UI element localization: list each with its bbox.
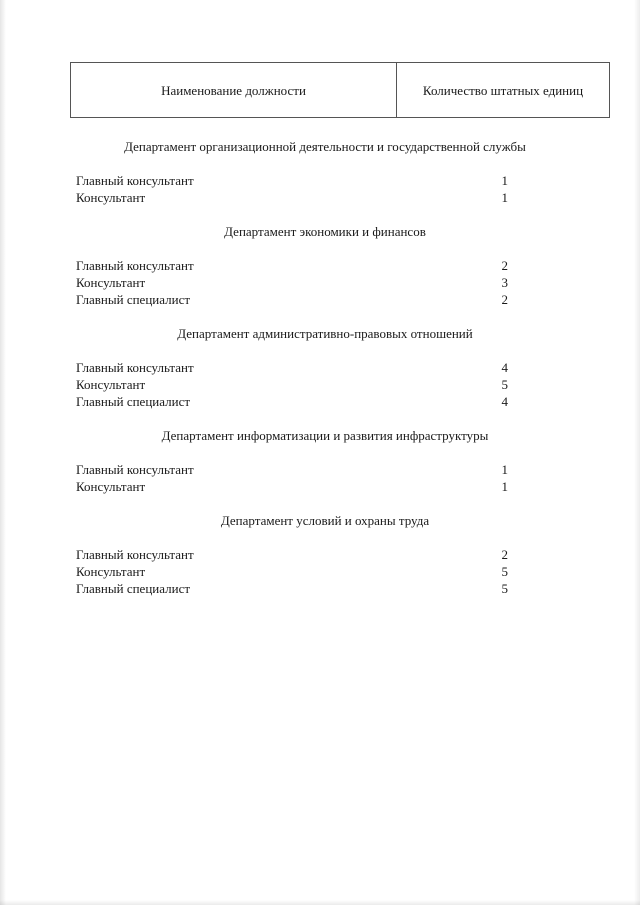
department-section bbox=[76, 512, 508, 597]
position-count: 1 bbox=[501, 462, 508, 477]
position-name: Консультант bbox=[76, 377, 146, 392]
position-name: Главный консультант bbox=[76, 360, 194, 375]
department-title: Департамент административно-правовых отношений bbox=[177, 326, 473, 341]
staff-row bbox=[76, 291, 508, 308]
position-name: Консультант bbox=[76, 275, 146, 290]
staff-row bbox=[76, 546, 508, 563]
position-name: Главный консультант bbox=[76, 462, 194, 477]
department-title: Департамент информатизации и развития инфраструктуры bbox=[161, 428, 489, 443]
position-name: Консультант bbox=[76, 564, 146, 579]
position-name: Главный консультант bbox=[76, 547, 194, 562]
position-count: 2 bbox=[501, 292, 508, 307]
position-count: 3 bbox=[501, 275, 508, 290]
department-section bbox=[76, 427, 508, 495]
staff-row bbox=[76, 461, 508, 478]
department-title: Департамент экономики и финансов bbox=[224, 224, 426, 239]
staff-row bbox=[76, 274, 508, 291]
header-count-column: Количество штатных единиц bbox=[422, 82, 584, 98]
staff-list bbox=[76, 138, 526, 614]
position-count: 5 bbox=[501, 581, 508, 596]
position-name: Главный специалист bbox=[76, 394, 191, 409]
position-count: 2 bbox=[501, 258, 508, 273]
position-count: 4 bbox=[501, 394, 508, 409]
staff-row bbox=[76, 257, 508, 274]
staff-row bbox=[76, 563, 508, 580]
header-position-column: Наименование должности bbox=[71, 63, 397, 117]
department-title: Департамент организационной деятельности и государственной службы bbox=[124, 139, 526, 154]
staff-row bbox=[76, 189, 508, 206]
staff-row bbox=[76, 393, 508, 410]
position-name: Консультант bbox=[76, 190, 146, 205]
staff-row bbox=[76, 359, 508, 376]
position-count: 4 bbox=[501, 360, 508, 375]
position-count: 1 bbox=[501, 479, 508, 494]
staff-row bbox=[76, 376, 508, 393]
position-count: 5 bbox=[501, 564, 508, 579]
staff-row bbox=[76, 172, 508, 189]
staff-row bbox=[76, 580, 508, 597]
position-name: Главный специалист bbox=[76, 292, 191, 307]
position-name: Главный консультант bbox=[76, 173, 194, 188]
position-count: 5 bbox=[501, 377, 508, 392]
position-name: Главный консультант bbox=[76, 258, 194, 273]
department-title: Департамент условий и охраны труда bbox=[220, 513, 430, 528]
position-name: Главный специалист bbox=[76, 581, 191, 596]
position-count: 1 bbox=[501, 190, 508, 205]
position-name: Консультант bbox=[76, 479, 146, 494]
position-count: 2 bbox=[501, 547, 508, 562]
staff-row bbox=[76, 478, 508, 495]
position-count: 1 bbox=[501, 173, 508, 188]
department-section bbox=[76, 138, 526, 206]
department-section bbox=[76, 223, 508, 308]
table-header bbox=[70, 62, 610, 118]
department-section bbox=[76, 325, 508, 410]
